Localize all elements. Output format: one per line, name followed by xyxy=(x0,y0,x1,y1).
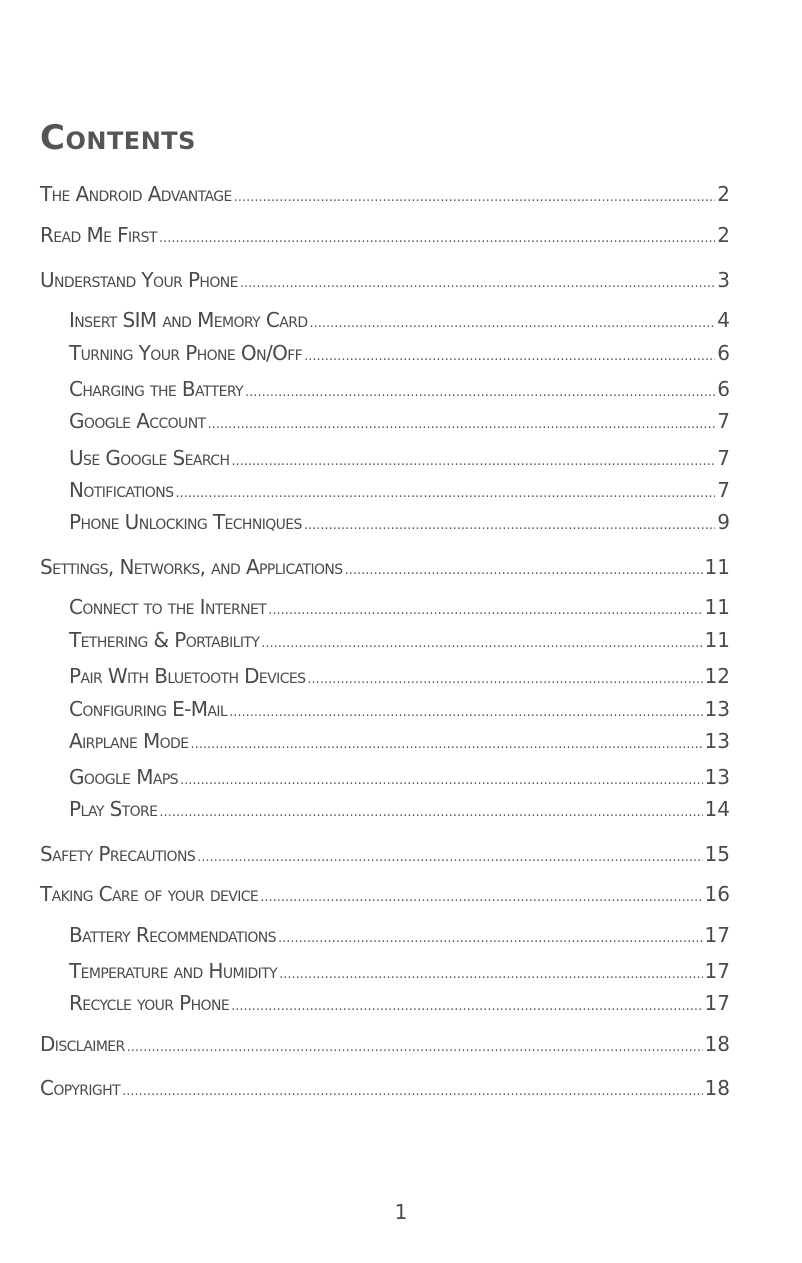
toc-entry-page: 7 xyxy=(717,446,730,470)
toc-entry-label: Turning Your Phone On/Off xyxy=(69,341,303,365)
toc-dot-leader xyxy=(231,444,715,476)
toc-entry-page: 6 xyxy=(717,377,730,401)
toc-entry-page: 18 xyxy=(704,1076,730,1100)
toc-entry-label: Configuring E-Mail xyxy=(69,697,228,721)
toc-entry-label: Understand Your Phone xyxy=(40,268,238,292)
toc-entry-page: 15 xyxy=(704,842,730,866)
toc-entry-label: Use Google Search xyxy=(69,446,230,470)
toc-entry[interactable] xyxy=(69,508,730,540)
toc-dot-leader xyxy=(304,339,715,371)
toc-entry[interactable] xyxy=(40,221,730,253)
toc-entry-label: Pair With Bluetooth Devices xyxy=(69,664,306,688)
page-number: 1 xyxy=(394,1200,408,1224)
toc-dot-leader xyxy=(208,407,716,439)
toc-dot-leader xyxy=(229,695,702,727)
toc-entry[interactable] xyxy=(40,1074,730,1106)
toc-entry[interactable] xyxy=(69,795,730,827)
toc-entry-label: Temperature and Humidity xyxy=(69,959,278,983)
toc-dot-leader xyxy=(159,221,715,253)
toc-dot-leader xyxy=(278,921,703,953)
toc-entry-label: Copyright xyxy=(40,1076,121,1100)
toc-entry[interactable] xyxy=(40,553,730,585)
toc-entry-page: 18 xyxy=(704,1032,730,1056)
toc-entry-label: Airplane Mode xyxy=(69,729,189,753)
toc-entry[interactable] xyxy=(69,593,730,625)
toc-dot-leader xyxy=(245,375,715,407)
toc-entry[interactable] xyxy=(40,1030,730,1062)
toc-entry[interactable] xyxy=(69,339,730,371)
toc-entry-page: 17 xyxy=(704,923,730,947)
toc-dot-leader xyxy=(180,763,703,795)
toc-dot-leader xyxy=(307,662,702,694)
toc-entry-page: 14 xyxy=(704,797,730,821)
toc-entry-label: Recycle your Phone xyxy=(69,991,230,1015)
toc-entry-label: Connect to the Internet xyxy=(69,595,267,619)
toc-entry-label: Safety Precautions xyxy=(40,842,196,866)
toc-entry-page: 7 xyxy=(717,409,730,433)
toc-entry-page: 17 xyxy=(704,991,730,1015)
toc-entry[interactable] xyxy=(40,266,730,298)
toc-entry-label: Tethering & Portability xyxy=(69,628,260,652)
toc-entry-label: Notifications xyxy=(69,478,174,502)
toc-entry-label: Read Me First xyxy=(40,223,157,247)
toc-dot-leader xyxy=(175,476,715,508)
toc-entry[interactable] xyxy=(69,444,730,476)
toc-entry[interactable] xyxy=(69,727,730,759)
toc-dot-leader xyxy=(159,795,702,827)
toc-entry[interactable] xyxy=(69,407,730,439)
toc-entry-label: Disclaimer xyxy=(40,1032,125,1056)
toc-dot-leader xyxy=(261,626,702,658)
toc-entry-page: 4 xyxy=(717,308,730,332)
toc-dot-leader xyxy=(234,180,716,212)
toc-entry-page: 9 xyxy=(717,510,730,534)
toc-entry-page: 11 xyxy=(704,628,730,652)
toc-entry-label: Google Account xyxy=(69,409,206,433)
toc-dot-leader xyxy=(260,880,702,912)
toc-dot-leader xyxy=(240,266,715,298)
toc-entry-label: Insert SIM and Memory Card xyxy=(69,308,308,332)
toc-entry-label: Google Maps xyxy=(69,765,178,789)
toc-entry[interactable] xyxy=(69,989,730,1021)
toc-entry-page: 12 xyxy=(704,664,730,688)
toc-entry[interactable] xyxy=(69,695,730,727)
toc-dot-leader xyxy=(304,508,715,540)
page-title: Contents xyxy=(40,118,196,158)
toc-entry-label: Play Store xyxy=(69,797,158,821)
toc-entry[interactable] xyxy=(40,840,730,872)
toc-entry-page: 13 xyxy=(704,765,730,789)
toc-entry-label: Battery Recommendations xyxy=(69,923,276,947)
toc-dot-leader xyxy=(197,840,702,872)
toc-entry[interactable] xyxy=(69,476,730,508)
toc-entry-page: 3 xyxy=(717,268,730,292)
toc-entry-page: 11 xyxy=(704,595,730,619)
toc-entry[interactable] xyxy=(40,180,730,212)
toc-dot-leader xyxy=(190,727,702,759)
toc-entry-label: Charging the Battery xyxy=(69,377,244,401)
toc-entry-page: 2 xyxy=(717,182,730,206)
toc-dot-leader xyxy=(310,306,716,338)
toc-entry[interactable] xyxy=(69,921,730,953)
toc-entry[interactable] xyxy=(69,626,730,658)
toc-dot-leader xyxy=(231,989,702,1021)
toc-dot-leader xyxy=(122,1074,702,1106)
toc-entry-label: Taking Care of your device xyxy=(40,882,259,906)
toc-entry-page: 17 xyxy=(704,959,730,983)
toc-entry[interactable] xyxy=(69,375,730,407)
toc-dot-leader xyxy=(345,553,703,585)
toc-entry-label: The Android Advantage xyxy=(40,182,232,206)
toc-dot-leader xyxy=(268,593,702,625)
toc-entry[interactable] xyxy=(69,306,730,338)
toc-entry-page: 6 xyxy=(717,341,730,365)
toc-entry-page: 7 xyxy=(717,478,730,502)
toc-entry-label: Phone Unlocking Techniques xyxy=(69,510,302,534)
toc-entry-page: 2 xyxy=(717,223,730,247)
toc-entry[interactable] xyxy=(69,662,730,694)
toc-entry[interactable] xyxy=(40,880,730,912)
toc-dot-leader xyxy=(127,1030,703,1062)
toc-entry-page: 13 xyxy=(704,729,730,753)
toc-entry-page: 16 xyxy=(704,882,730,906)
toc-entry-label: Settings, Networks, and Applications xyxy=(40,555,343,579)
toc-entry[interactable] xyxy=(69,957,730,989)
toc-dot-leader xyxy=(279,957,702,989)
toc-entry-page: 11 xyxy=(704,555,730,579)
toc-entry[interactable] xyxy=(69,763,730,795)
toc-entry-page: 13 xyxy=(704,697,730,721)
